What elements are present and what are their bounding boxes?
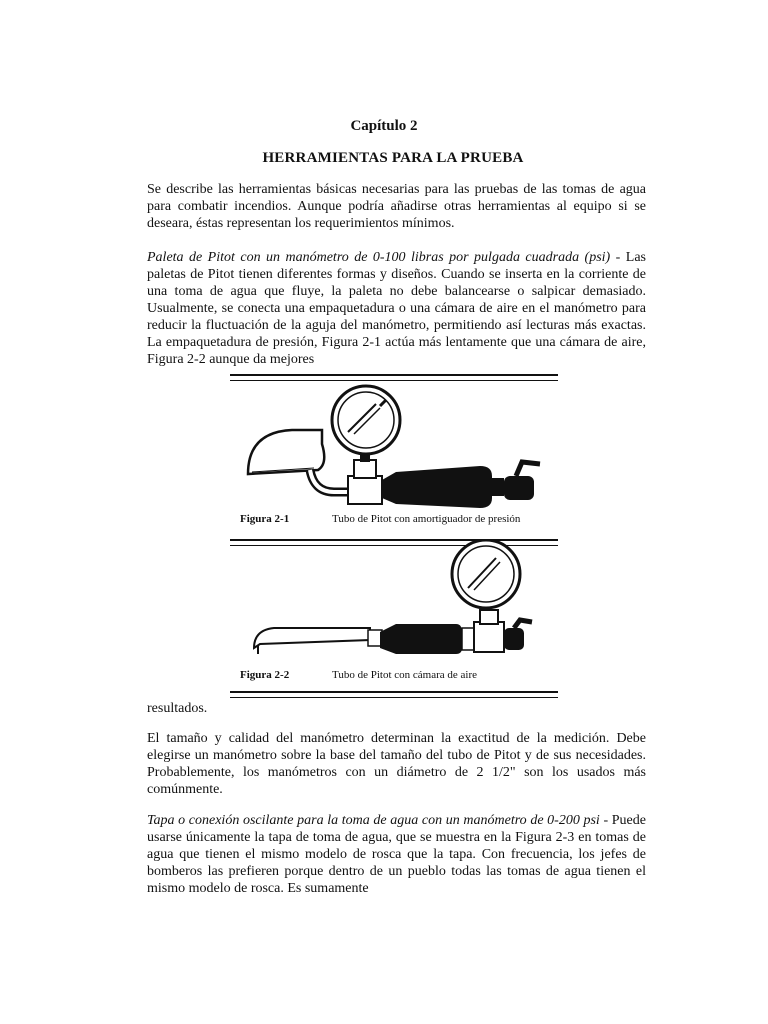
section-title: HERRAMIENTAS PARA LA PRUEBA: [262, 150, 524, 166]
hydrant-cap-heading-italic: Tapa o conexión oscilante para la toma de agua con un manómetro de 0-200 psi -: [147, 813, 609, 828]
figure-bottom-rule: [230, 691, 558, 698]
pitot-body-text: Las paletas de Pitot tienen diferentes formas y diseños. Cuando se inserta en la corriente de una toma de agua que fluye, la paleta no debe balancearse o salpicar demasiado. Usualmente, se conecta una empaquetadura o una cámara de aire en el manómetro para reducir la fluctuación de la aguja del manómetro, permitiendo así lecturas más exactas. La empaquetadura de presión, Figura 2-1 actúa más lentamente que una cámara de aire, Figura 2-2 aunque da mejores: [147, 250, 647, 367]
paragraph-pitot: [147, 249, 646, 368]
figure-2-1-caption: Tubo de Pitot con amortiguador de presión: [332, 513, 521, 525]
figure-2-2: [230, 540, 558, 698]
chapter-heading: Capítulo 2: [350, 118, 418, 134]
figure-2-2-label: Figura 2-2: [240, 669, 290, 681]
figure-2-2-caption: Tubo de Pitot con cámara de aire: [332, 669, 477, 681]
pitot-heading-italic: Paleta de Pitot con un manómetro de 0-100 libras por pulgada cuadrada (psi) -: [147, 250, 621, 265]
figure-2-1-label: Figura 2-1: [240, 513, 290, 525]
paragraph-gauge-size: El tamaño y calidad del manómetro determinan la exactitud de la medición. Debe elegirse un manómetro sobre la base del tamaño del tubo de Pitot y de sus necesidades. Probablemente, los manómetros con un diámetro de 2 1/2" son los usados más comúnmente.: [147, 731, 646, 797]
paragraph-hydrant-cap: [147, 812, 646, 897]
paragraph-continuation: resultados.: [147, 701, 208, 716]
paragraph-intro: Se describe las herramientas básicas necesarias para las pruebas de las tomas de agua para combatir incendios. Aunque podría añadirse otras herramientas al equipo si se deseara, éstas representan los requerimientos mínimos.: [147, 182, 646, 231]
figure-2-1: [230, 374, 558, 540]
hydrant-cap-body-text: Puede usarse únicamente la tapa de toma de agua, que se muestra en la Figura 2-3 en tomas de agua que tienen el mismo modelo de rosca que la tapa. Con frecuencia, los jefes de bomberos las prefieren porque dentro de un pueblo todas las tomas de agua tienen el mismo modelo de rosca. Es sumamente: [147, 813, 646, 896]
